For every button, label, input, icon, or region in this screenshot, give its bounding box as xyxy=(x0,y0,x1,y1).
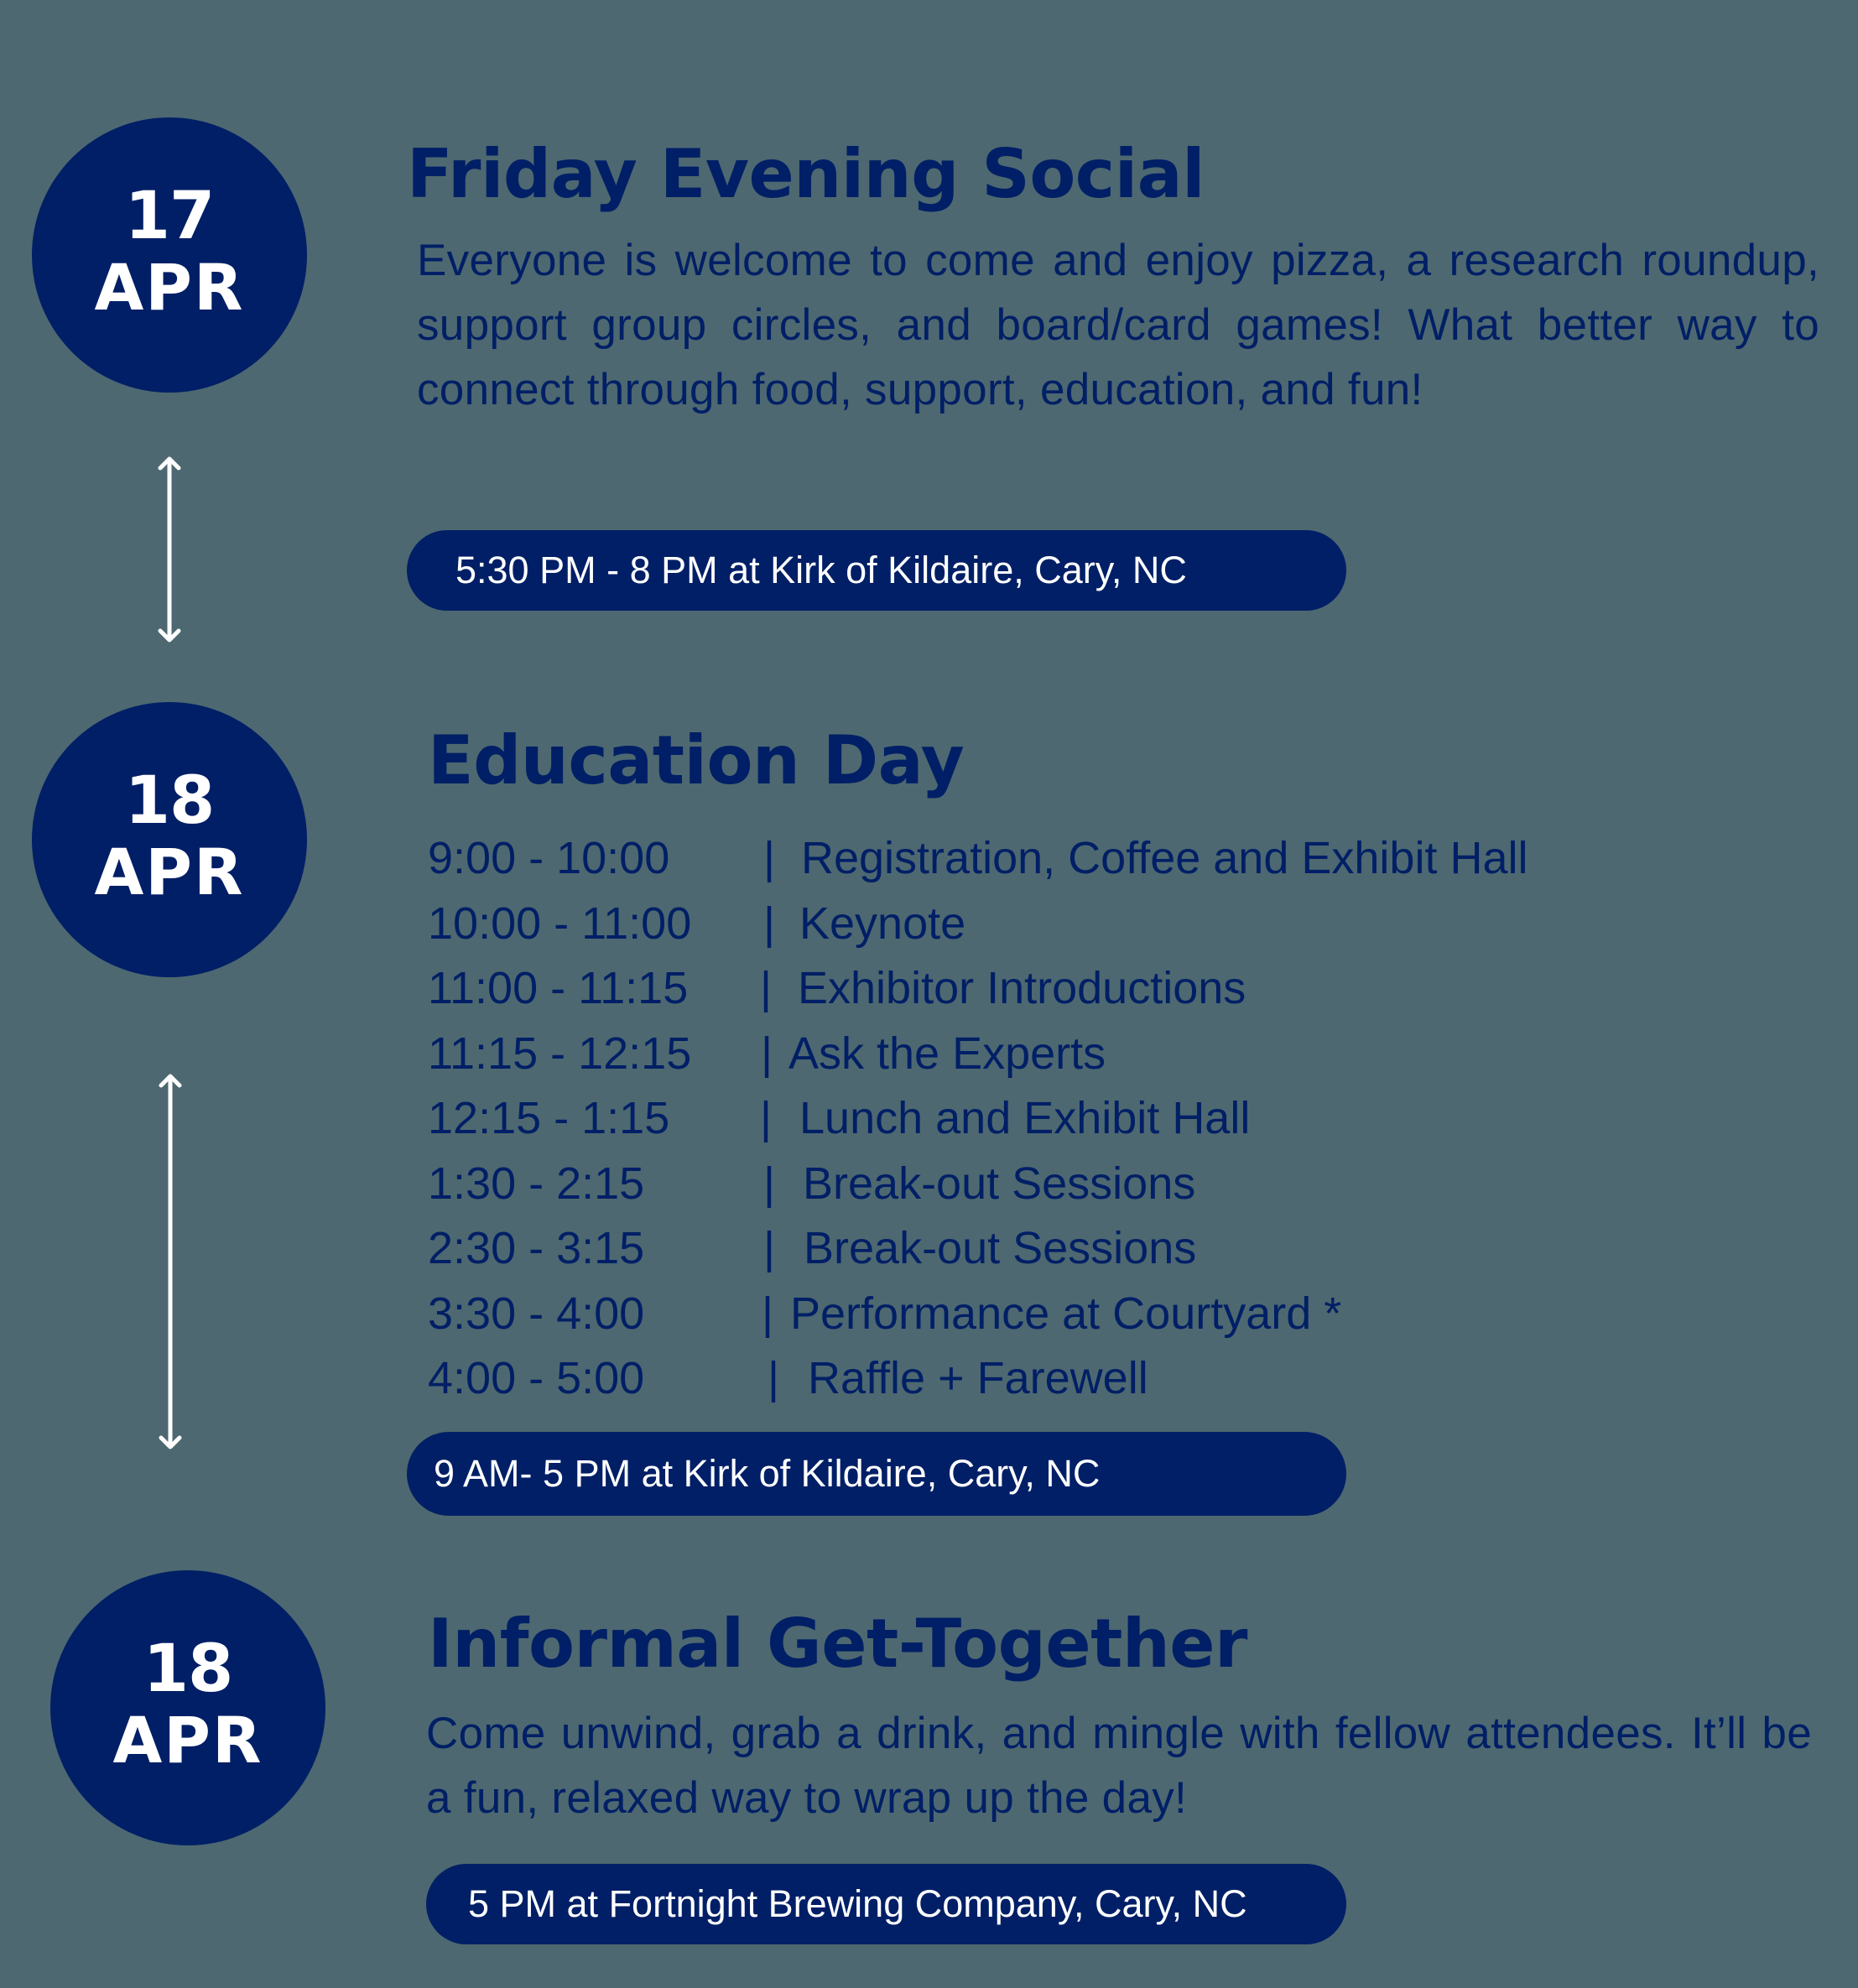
date-day: 18 xyxy=(143,1632,233,1707)
schedule-row xyxy=(428,1022,1686,1087)
schedule-activity: Performance at Courtyard * xyxy=(790,1288,1342,1339)
schedule-separator: | xyxy=(763,1158,776,1209)
schedule-time: 9:00 - 10:00 xyxy=(428,833,670,883)
date-month: APR xyxy=(94,835,245,909)
schedule-separator: | xyxy=(760,1093,773,1143)
event-details-text: 5:30 PM - 8 PM at Kirk of Kildaire, Cary, NC xyxy=(455,549,1187,591)
schedule-separator: | xyxy=(761,1028,773,1079)
event-details-text: 5 PM at Fortnight Brewing Company, Cary, NC xyxy=(468,1882,1247,1925)
double-arrow-vertical-icon xyxy=(153,455,186,643)
event-description: Everyone is welcome to come and enjoy pizza, a research roundup, support group circles, and board/card games! What better way to connect through food, support, education, and fun! xyxy=(417,236,1819,414)
schedule-row xyxy=(428,1346,1686,1412)
schedule-row xyxy=(428,892,1686,957)
schedule-time: 12:15 - 1:15 xyxy=(428,1093,670,1143)
schedule-separator: | xyxy=(768,1353,780,1403)
date-month: APR xyxy=(112,1703,263,1777)
double-arrow-vertical-icon xyxy=(154,1073,187,1450)
schedule-activity: Keynote xyxy=(799,898,966,949)
date-month: APR xyxy=(94,250,245,325)
schedule-activity: Break-out Sessions xyxy=(804,1223,1197,1273)
event-details-pill xyxy=(407,1432,1346,1516)
event-title: Friday Evening Social xyxy=(407,135,1205,213)
event-details-pill xyxy=(426,1864,1346,1944)
date-day: 18 xyxy=(124,763,215,839)
schedule-time: 4:00 - 5:00 xyxy=(428,1353,645,1403)
date-badge-event-1 xyxy=(32,117,307,393)
schedule-row xyxy=(428,826,1686,892)
schedule-row xyxy=(428,1086,1686,1152)
event-description: Come unwind, grab a drink, and mingle with fellow attendees. It’ll be a fun, relaxed way to wrap up the day! xyxy=(426,1709,1812,1823)
schedule-activity: Ask the Experts xyxy=(788,1028,1106,1079)
date-day: 17 xyxy=(124,179,215,254)
schedule-row xyxy=(428,956,1686,1022)
schedule-time: 1:30 - 2:15 xyxy=(428,1158,645,1209)
schedule-time: 11:00 - 11:15 xyxy=(428,963,689,1013)
event-title: Education Day xyxy=(428,721,965,799)
schedule-separator: | xyxy=(760,963,773,1013)
schedule-time: 2:30 - 3:15 xyxy=(428,1223,645,1273)
schedule-separator: | xyxy=(763,898,776,949)
schedule-activity: Raffle + Farewell xyxy=(808,1353,1148,1403)
schedule-activity: Exhibitor Introductions xyxy=(798,963,1246,1013)
schedule-row xyxy=(428,1216,1686,1282)
schedule-activity: Registration, Coffee and Exhibit Hall xyxy=(801,833,1528,883)
event-details-text: 9 AM- 5 PM at Kirk of Kildaire, Cary, NC xyxy=(434,1452,1101,1495)
date-badge-event-2 xyxy=(32,702,307,977)
schedule-separator: | xyxy=(763,1223,776,1273)
schedule-row xyxy=(428,1282,1686,1347)
schedule-time: 10:00 - 11:00 xyxy=(428,898,692,949)
schedule-time: 3:30 - 4:00 xyxy=(428,1288,645,1339)
schedule-separator: | xyxy=(762,1288,774,1339)
schedule-activity: Break-out Sessions xyxy=(803,1158,1196,1209)
event-title: Informal Get-Together xyxy=(428,1605,1247,1683)
event-details-pill xyxy=(407,530,1346,611)
schedule-time: 11:15 - 12:15 xyxy=(428,1028,692,1079)
schedule-separator: | xyxy=(763,833,776,883)
schedule-row xyxy=(428,1152,1686,1217)
date-badge-event-3 xyxy=(50,1570,325,1845)
schedule-activity: Lunch and Exhibit Hall xyxy=(799,1093,1251,1143)
